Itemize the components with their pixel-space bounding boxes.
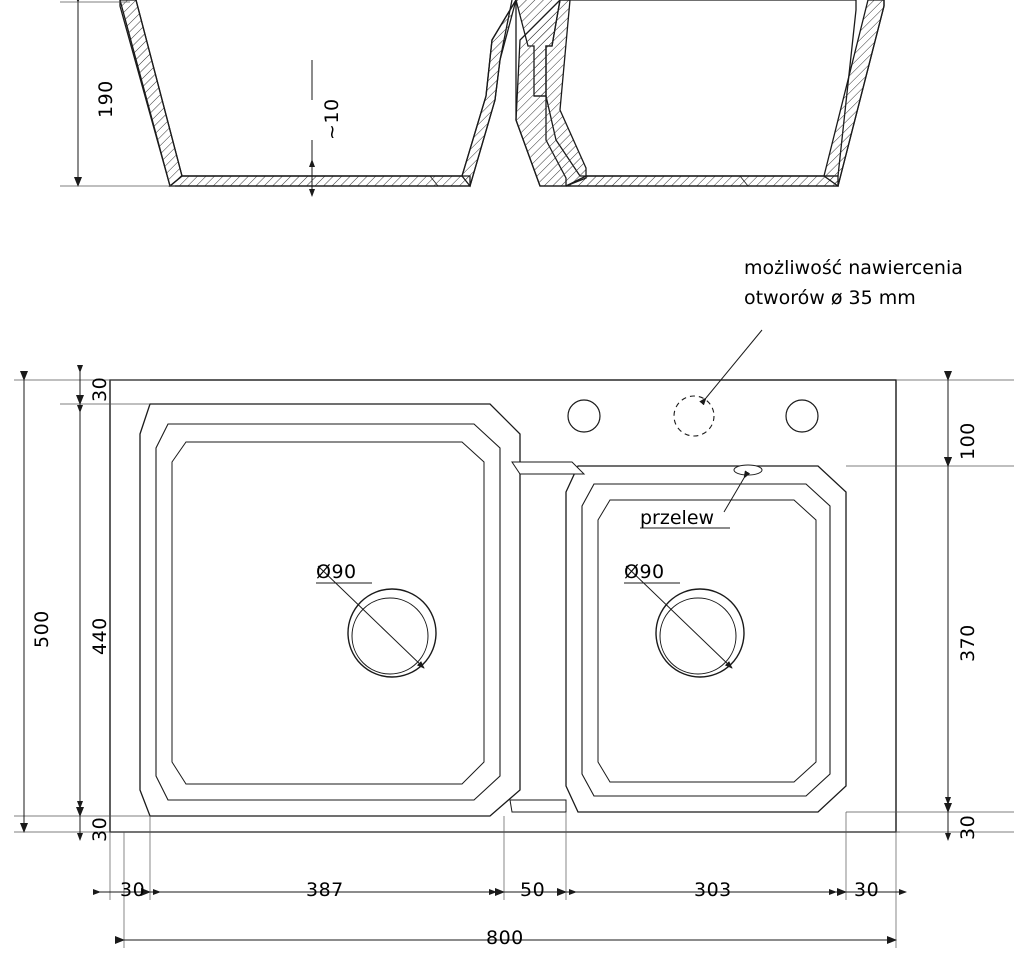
drain-label-right: Ø90	[624, 561, 665, 583]
dimension-label-bowl-right: 303	[694, 879, 732, 901]
dimension-label-190: 190	[95, 80, 117, 118]
top-view-group	[110, 330, 896, 832]
dimension-label-right-bottom: 30	[957, 814, 979, 840]
dimension-label-wall-thickness: ~10	[321, 98, 343, 140]
section-view-group	[120, 0, 884, 186]
dimension-label-bowl-left: 387	[306, 879, 344, 901]
dimension-label-left-edge: 30	[120, 879, 146, 901]
dimension-label-top-margin: 30	[89, 376, 111, 402]
dimension-label-bottom-margin: 30	[89, 816, 111, 842]
dimension-label-total-width: 800	[486, 927, 524, 949]
note-drill-line2: otworów ø 35 mm	[744, 287, 916, 309]
dimension-label-divider: 50	[520, 879, 546, 901]
dimension-label-right-edge: 30	[854, 879, 880, 901]
dimension-label-right-bowl: 370	[957, 624, 979, 662]
note-drill-line1: możliwość nawiercenia	[744, 257, 963, 279]
note-overflow: przelew	[640, 507, 715, 529]
dimension-label-right-top: 100	[957, 422, 979, 460]
dimension-label-inner-height: 440	[89, 617, 111, 655]
dimension-label-total-height: 500	[31, 610, 53, 648]
drain-label-left: Ø90	[316, 561, 357, 583]
